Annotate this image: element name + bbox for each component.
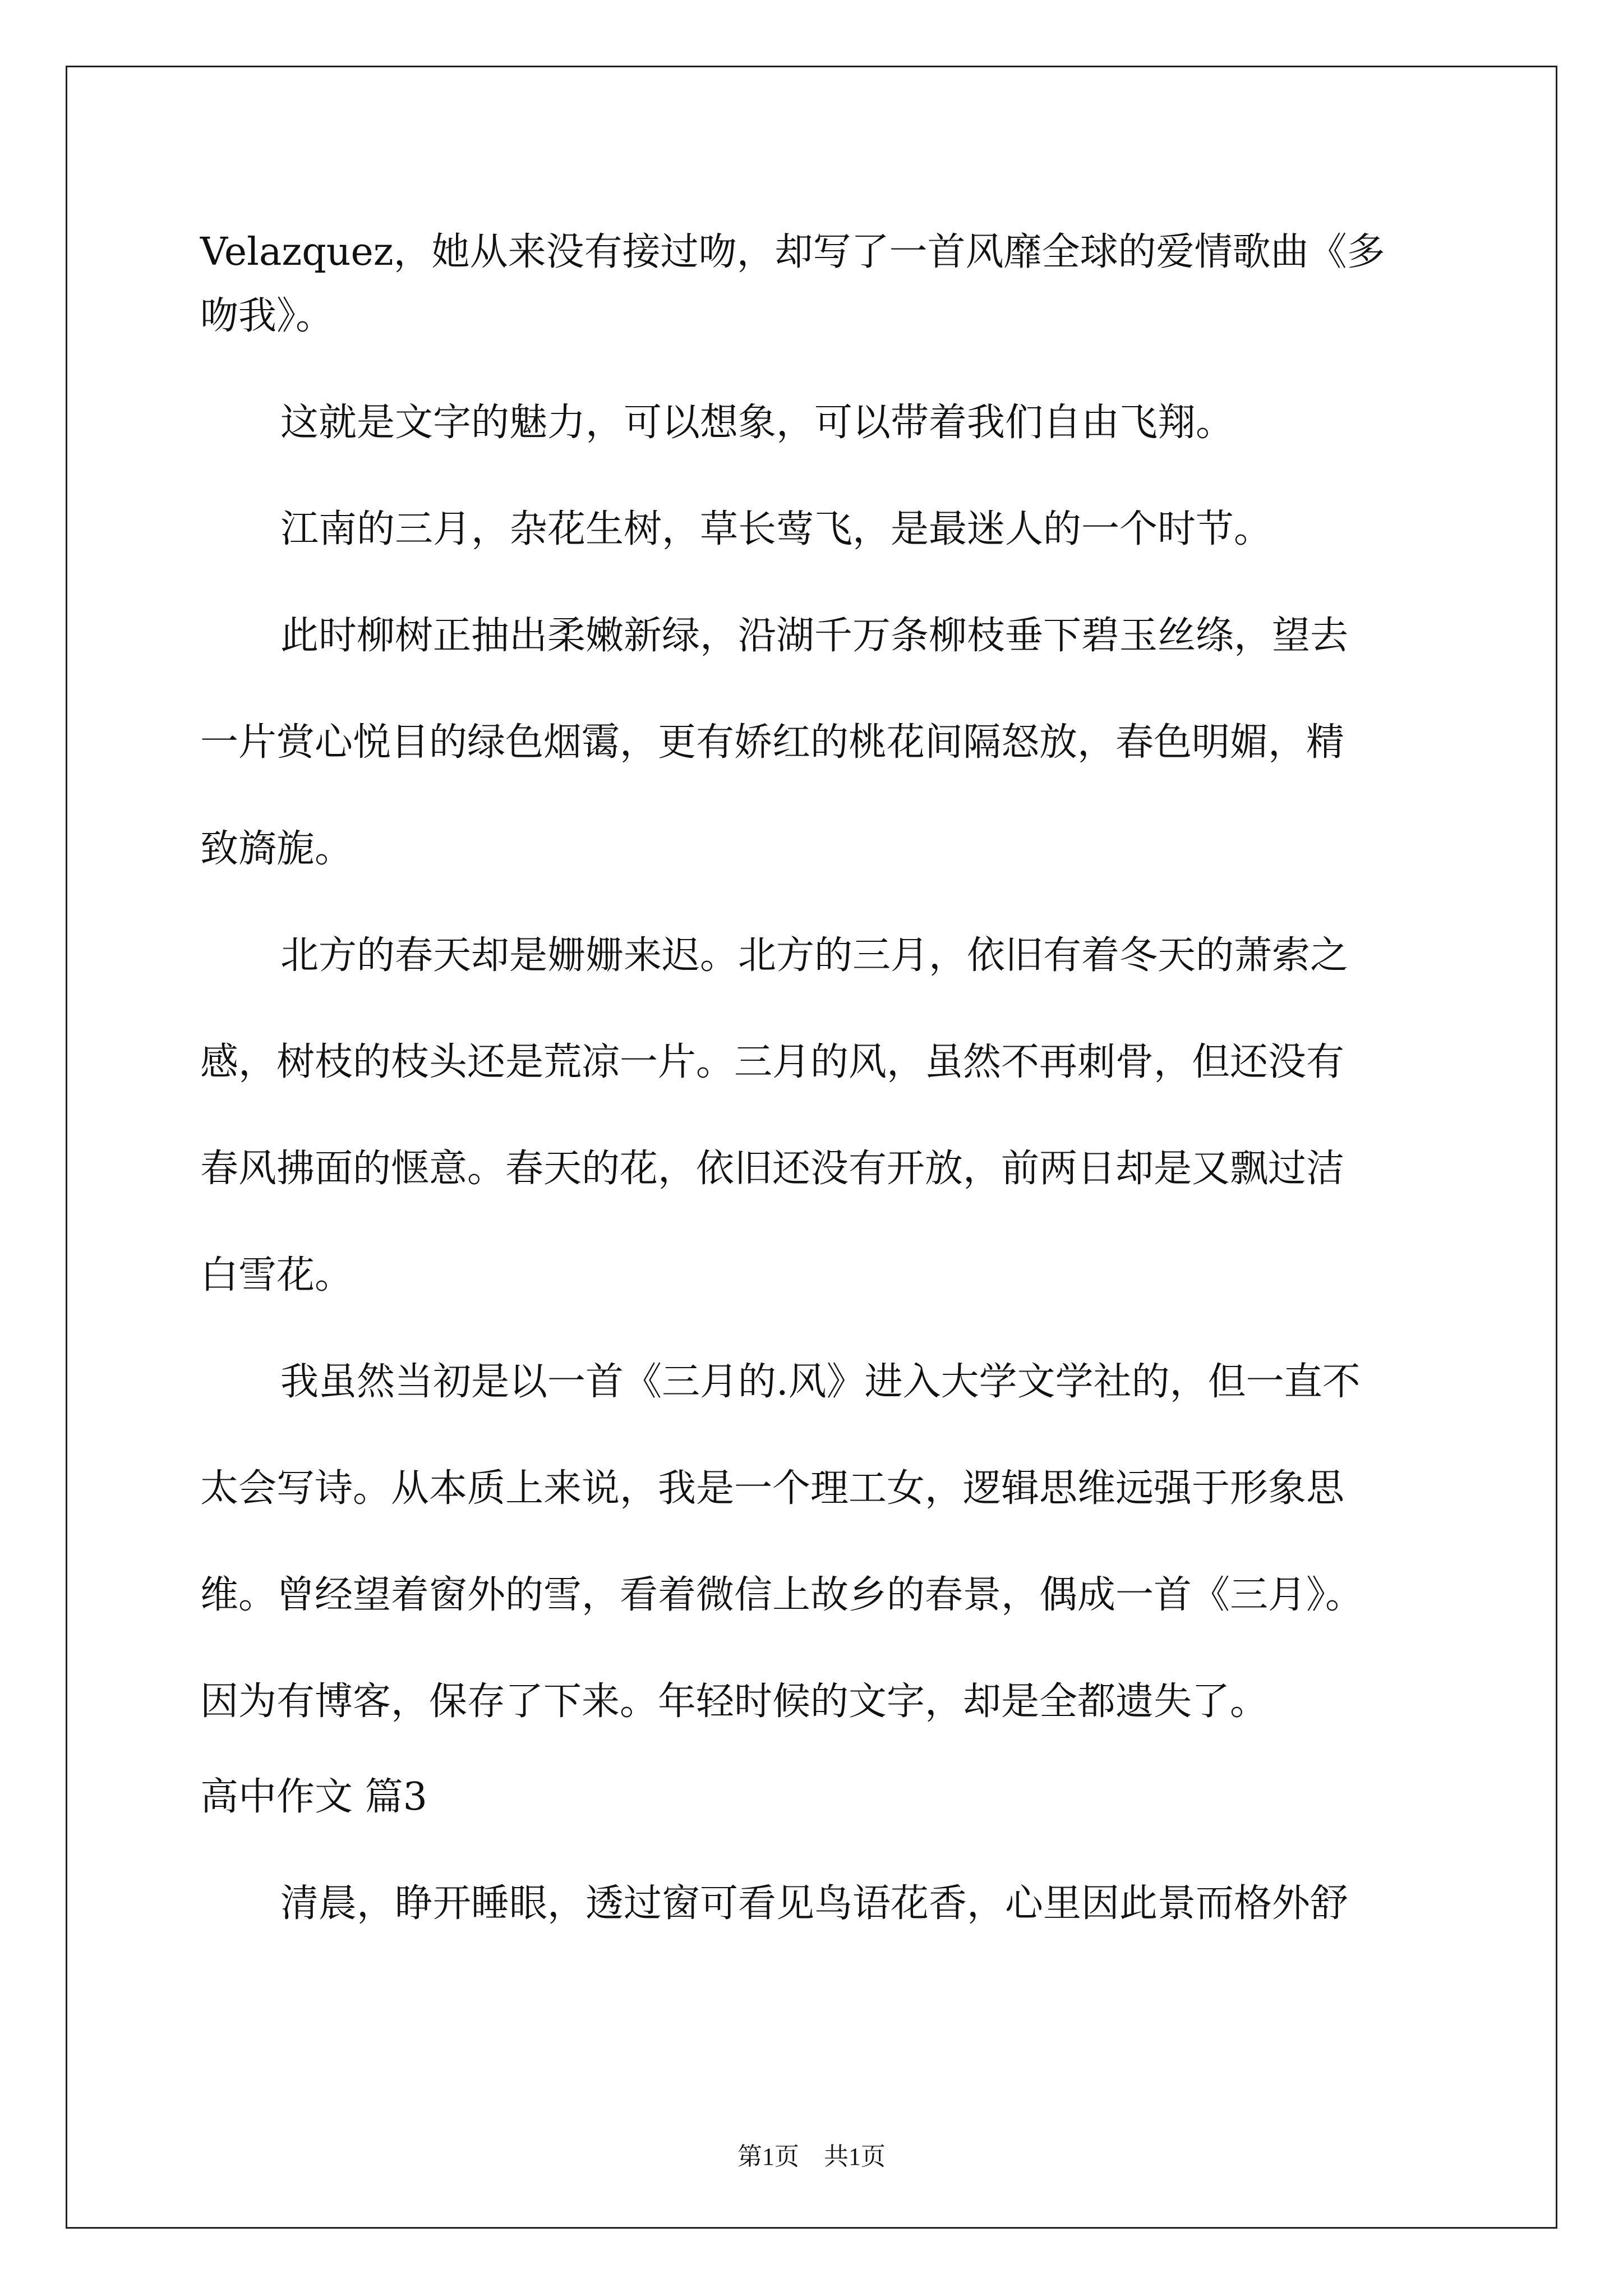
text-line: 一片赏心悦目的绿色烟霭，更有娇红的桃花间隔怒放，春色明媚，精 [200, 720, 1345, 765]
text-line: 清晨，睁开睡眼，透过窗可看见鸟语花香，心里因此景而格外舒 [280, 1881, 1349, 1926]
page-footer: 第1页 共1页 [737, 2143, 886, 2170]
text-line: 太会写诗。从本质上来说，我是一个理工女，逻辑思维远强于形象思 [200, 1466, 1345, 1511]
text-line: 我虽然当初是以一首《三月的.风》进入大学文学社的，但一直不 [280, 1360, 1361, 1404]
text-line: 感，树枝的枝头还是荒凉一片。三月的风，虽然不再刺骨，但还没有 [200, 1040, 1345, 1084]
text-line: 江南的三月，杂花生树，草长莺飞，是最迷人的一个时节。 [280, 507, 1272, 551]
text-line: 维。曾经望着窗外的雪，看着微信上故乡的春景，偶成一首《三月》。 [200, 1573, 1364, 1617]
text-line: 春风拂面的惬意。春天的花，依旧还没有开放，前两日却是又飘过洁 [200, 1147, 1345, 1191]
text-line: 吻我》。 [200, 294, 334, 338]
text-line: Velazquez，她从来没有接过吻，却写了一首风靡全球的爱情歌曲《多 [200, 230, 1385, 274]
text-line: 白雪花。 [200, 1253, 353, 1297]
section-heading: 高中作文 篇3 [200, 1775, 427, 1819]
text-line: 因为有博客，保存了下来。年轻时候的文字，却是全都遗失了。 [200, 1680, 1269, 1724]
text-line: 北方的春天却是姗姗来迟。北方的三月，依旧有着冬天的萧索之 [280, 933, 1349, 978]
text-line: 此时柳树正抽出柔嫩新绿，沿湖千万条柳枝垂下碧玉丝绦，望去 [280, 614, 1349, 658]
text-line: 致旖旎。 [200, 827, 353, 871]
text-line: 这就是文字的魅力，可以想象，可以带着我们自由飞翔。 [280, 401, 1234, 445]
